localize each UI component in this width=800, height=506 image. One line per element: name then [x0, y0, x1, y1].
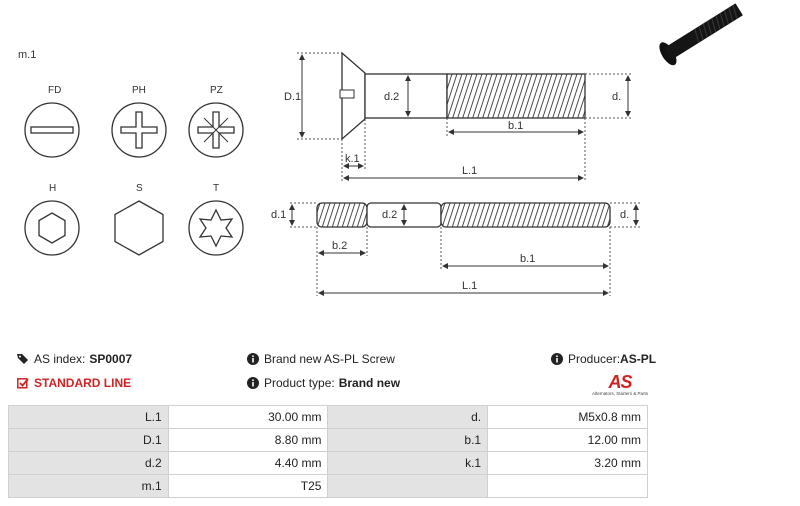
torx-drive-icon [189, 183, 243, 255]
standard-line-label: STANDARD LINE [34, 376, 132, 390]
producer-label: Producer: [568, 352, 621, 366]
dim-b1: b.1 [508, 120, 524, 132]
head-label-t: T [213, 183, 220, 194]
tags-icon [17, 353, 29, 365]
spec-table [8, 405, 648, 498]
spec-value: M5x0.8 mm [488, 406, 648, 429]
as-pl-logo [585, 372, 655, 396]
dim-d1-bottom: d.1 [271, 209, 287, 221]
dim-D1: D.1 [284, 91, 302, 103]
as-index-label: AS index: [34, 352, 86, 366]
dim-d2: d.2 [384, 91, 400, 103]
dim-L1-bottom: L.1 [462, 280, 478, 292]
logo-mark: AS [608, 372, 632, 392]
slotted-drive-icon [25, 85, 79, 157]
head-label-fd: FD [48, 85, 62, 96]
dim-d-bottom: d. [620, 209, 630, 221]
spec-value: T25 [168, 475, 328, 498]
product-type [247, 376, 400, 390]
spec-value: 3.20 mm [488, 452, 648, 475]
info-icon [551, 353, 563, 365]
producer-value: AS-PL [620, 352, 657, 366]
dim-L1: L.1 [462, 165, 478, 177]
spec-key: b.1 [328, 429, 488, 452]
head-label-s: S [136, 183, 143, 194]
dim-b2-bottom: b.2 [332, 240, 348, 252]
checkbox-icon [17, 377, 29, 389]
spec-key: d.2 [9, 452, 169, 475]
info-icon [247, 353, 259, 365]
head-label-h: H [49, 183, 57, 194]
product-description [247, 352, 395, 366]
spec-value: 12.00 mm [488, 429, 648, 452]
logo-tagline: Alternators, Starters & Parts [591, 391, 649, 396]
dim-d2-bottom: d.2 [382, 209, 398, 221]
spec-key: D.1 [9, 429, 169, 452]
as-index-value: SP0007 [89, 352, 133, 366]
table-row [9, 406, 648, 429]
screw-side-view [284, 53, 632, 182]
spec-value: 30.00 mm [168, 406, 328, 429]
info-icon [247, 377, 259, 389]
as-index [17, 352, 132, 366]
dim-k1: k.1 [345, 153, 360, 165]
spec-value: 8.80 mm [168, 429, 328, 452]
phillips-drive-icon [112, 85, 166, 157]
table-row [9, 429, 648, 452]
spec-key: L.1 [9, 406, 169, 429]
dim-d: d. [612, 91, 622, 103]
table-row [9, 475, 648, 498]
spec-value [488, 475, 648, 498]
rod-side-view [271, 203, 640, 296]
table-row [9, 452, 648, 475]
spec-key: m.1 [9, 475, 169, 498]
head-label-ph: PH [132, 85, 146, 96]
product-type-value: Brand new [338, 376, 401, 390]
dim-b1-bottom: b.1 [520, 253, 536, 265]
spec-value: 4.40 mm [168, 452, 328, 475]
spec-key: d. [328, 406, 488, 429]
model-label: m.1 [18, 49, 37, 61]
spec-key: k.1 [328, 452, 488, 475]
producer [551, 352, 656, 366]
product-photo [656, 0, 746, 68]
hex-socket-drive-icon [25, 183, 79, 255]
hex-head-drive-icon [115, 183, 163, 255]
spec-key [328, 475, 488, 498]
description-text: Brand new AS-PL Screw [264, 352, 395, 366]
standard-line [17, 376, 131, 390]
head-label-pz: PZ [210, 85, 223, 96]
product-type-label: Product type: [264, 376, 335, 390]
pozidriv-drive-icon [189, 85, 243, 157]
